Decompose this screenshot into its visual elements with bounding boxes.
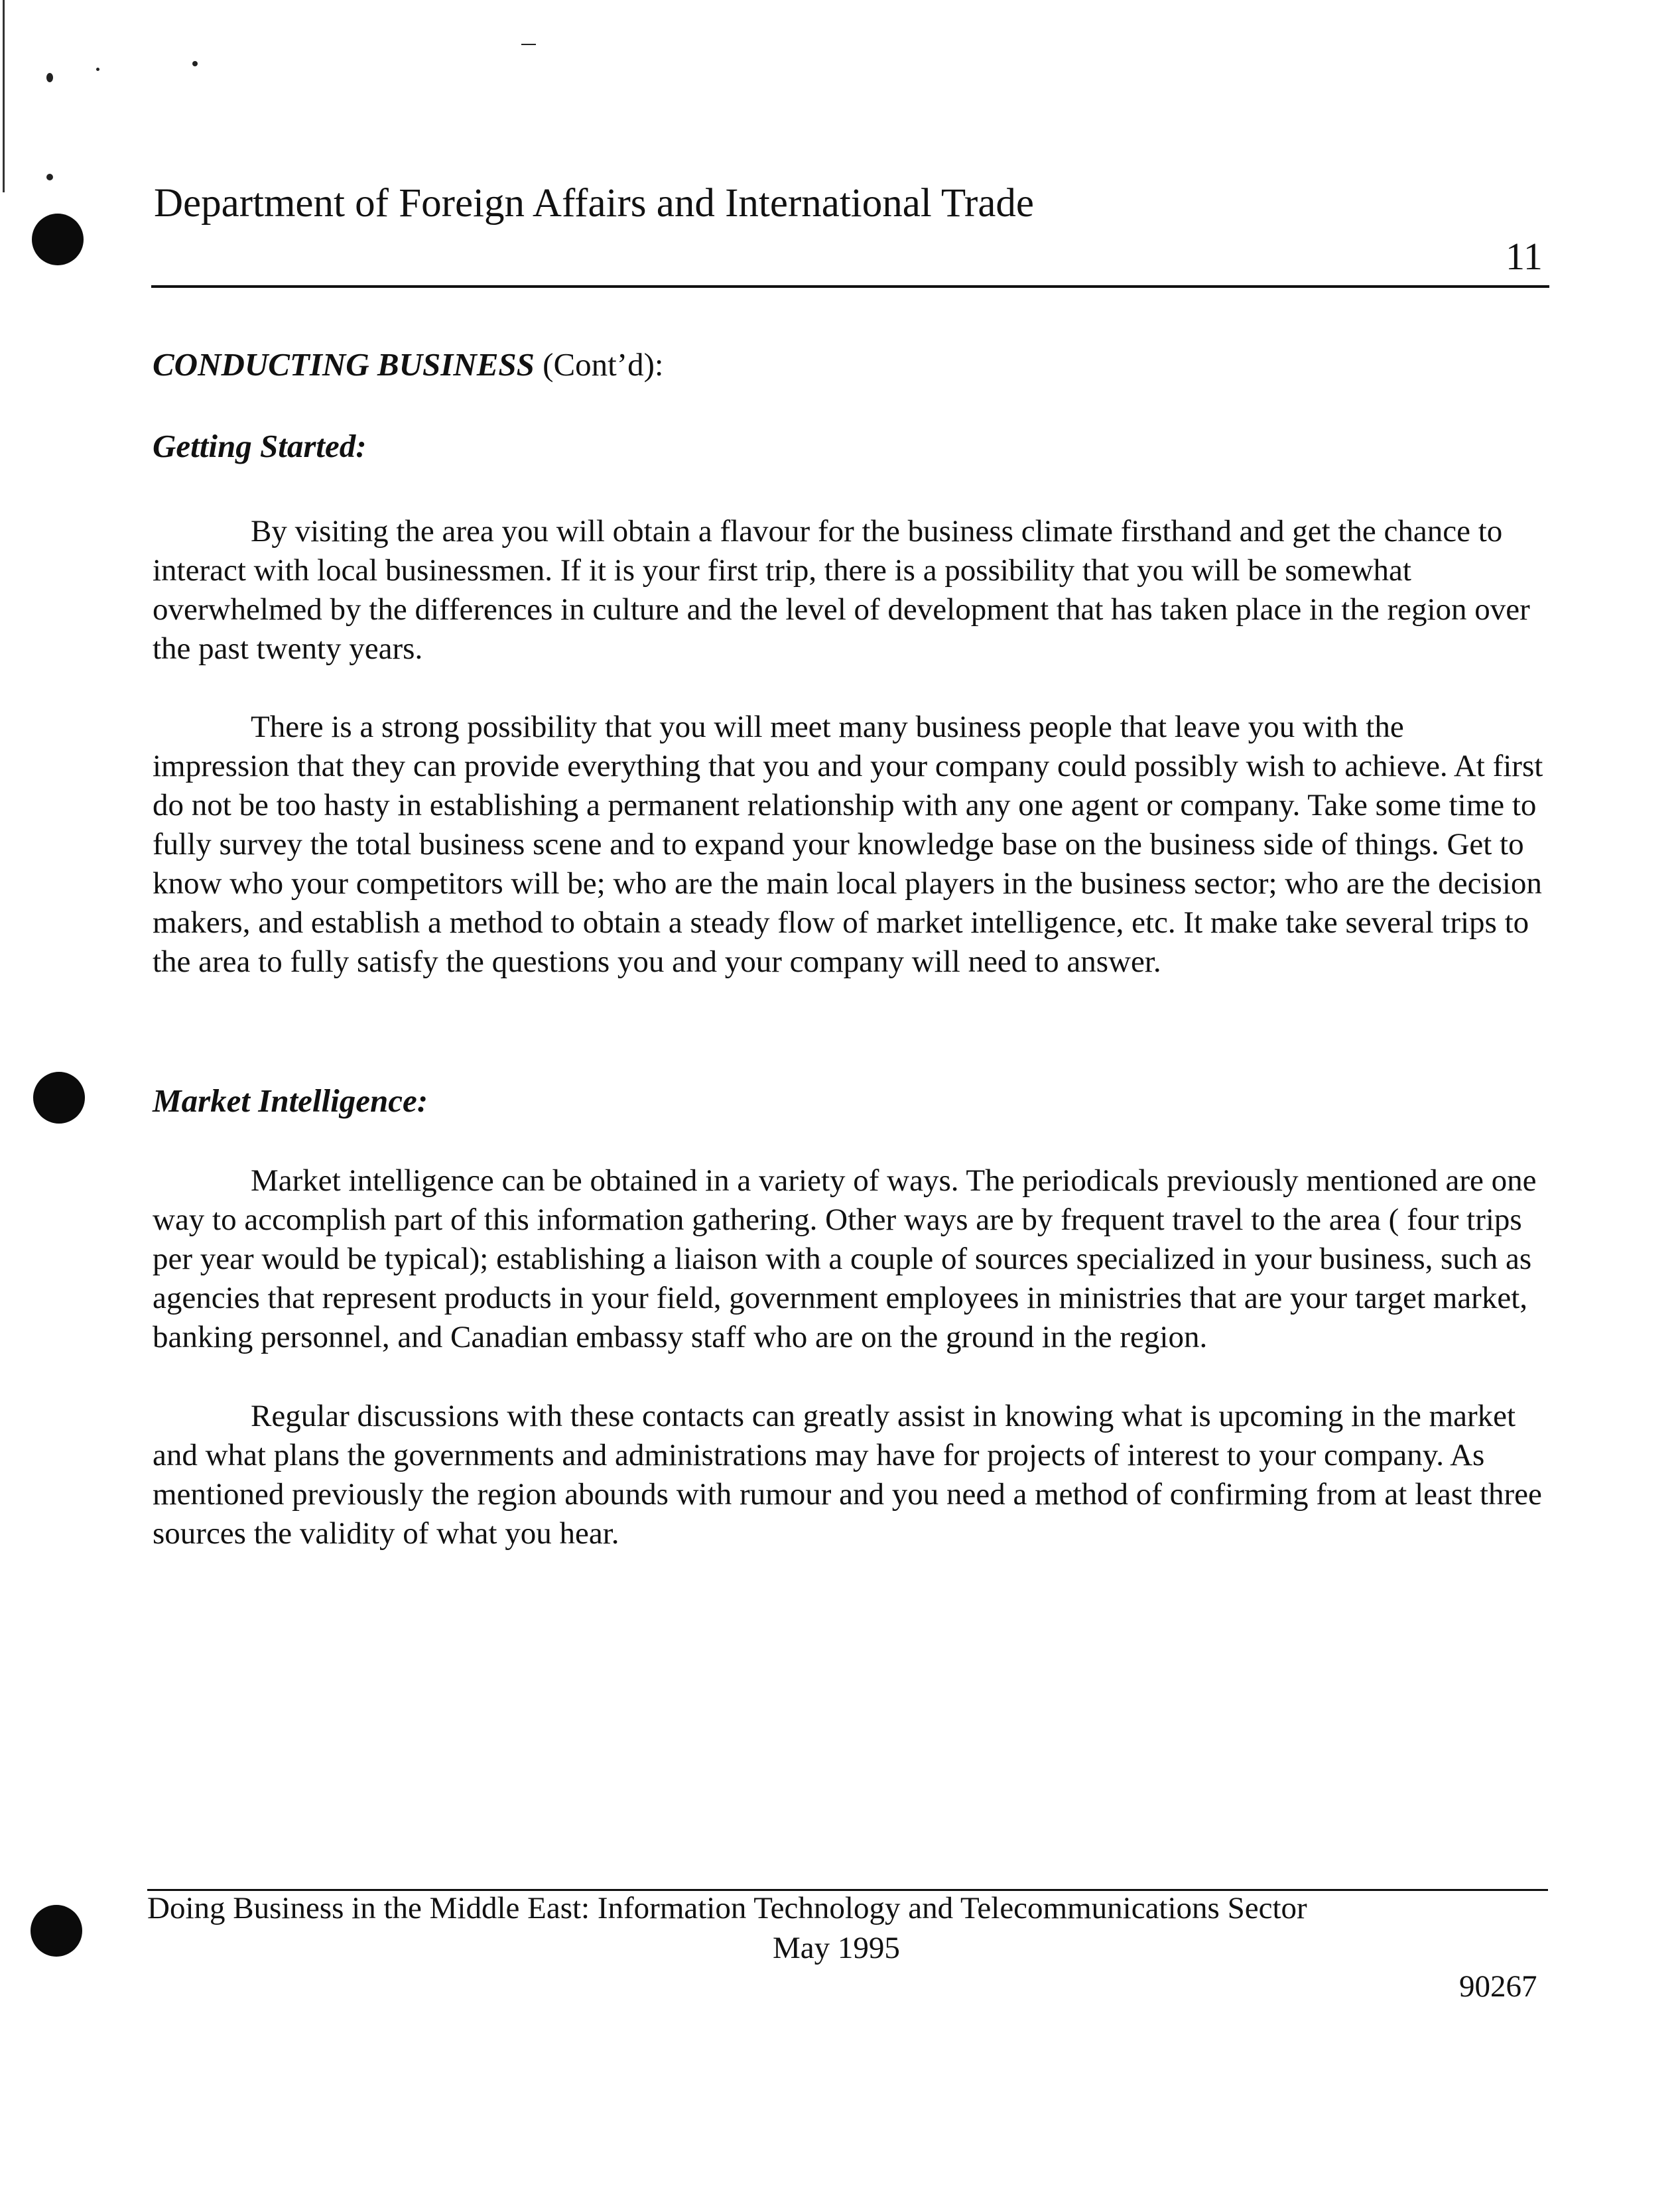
header-title: Department of Foreign Affairs and International Trade (154, 181, 1034, 226)
footer-document-code: 90267 (1459, 1969, 1537, 2004)
section-heading-conducting-business (153, 345, 1545, 384)
section-heading-main: CONDUCTING BUSINESS (153, 346, 535, 383)
scan-speck (46, 174, 53, 180)
footer-date: May 1995 (773, 1931, 900, 1965)
scan-speck (521, 44, 536, 45)
paragraph: Market intelligence can be obtained in a variety of ways. The periodicals previously mentioned are one way to accomplish part of this information gathering. Other ways are by frequent travel to the area ( four trips per year would be typical); establishing a liaison with a couple of sources specialized in your business, such as agencies that represent products in your field, government employees in ministries that are your target market, banking personnel, and Canadian embassy staff who are on the ground in the region. (153, 1163, 1537, 1354)
document-body (153, 345, 1545, 1553)
header-rule (151, 285, 1549, 288)
punch-hole-middle (33, 1072, 85, 1124)
section-heading-suffix: (Cont’d): (534, 346, 664, 383)
subheading-market-intelligence: Market Intelligence: (153, 1082, 428, 1119)
subheading-getting-started: Getting Started: (153, 428, 367, 464)
paragraph: By visiting the area you will obtain a flavour for the business climate firsthand and get the chance to interact with local businessmen. If it is your first trip, there is a possibility that you will be somewhat overwhelmed by the differences in culture and the level of development that has taken place in the region over the past twenty years. (153, 514, 1530, 666)
paragraph: There is a strong possibility that you will meet many business people that leave you with the impression that they can provide everything that you and your company could possibly wish to achieve. At first do not be too hasty in establishing a permanent relationship with any one agent or company. Take some time to fully survey the total business scene and to expand your knowledge base on the business side of things. Get to know who your competitors will be; who are the main local players in the business sector; who are the decision makers, and establish a method to obtain a steady flow of market intelligence, etc. It make take several trips to the area to fully satisfy the questions you and your company will need to answer. (153, 710, 1543, 979)
footer-publication-title: Doing Business in the Middle East: Information Technology and Telecommunications Sector (147, 1891, 1307, 1925)
paragraph: Regular discussions with these contacts can greatly assist in knowing what is upcoming in the market and what plans the governments and administrations may have for projects of interest to your company. As mentioned previously the region abounds with rumour and you need a method of confirming from at least three sources the validity of what you hear. (153, 1399, 1542, 1551)
scan-speck (96, 68, 99, 71)
punch-hole-top (32, 214, 84, 265)
scan-speck (192, 61, 198, 66)
scan-edge-line (3, 0, 5, 192)
punch-hole-bottom (31, 1905, 82, 1957)
scan-speck (46, 73, 53, 82)
page-number: 11 (1506, 235, 1543, 278)
